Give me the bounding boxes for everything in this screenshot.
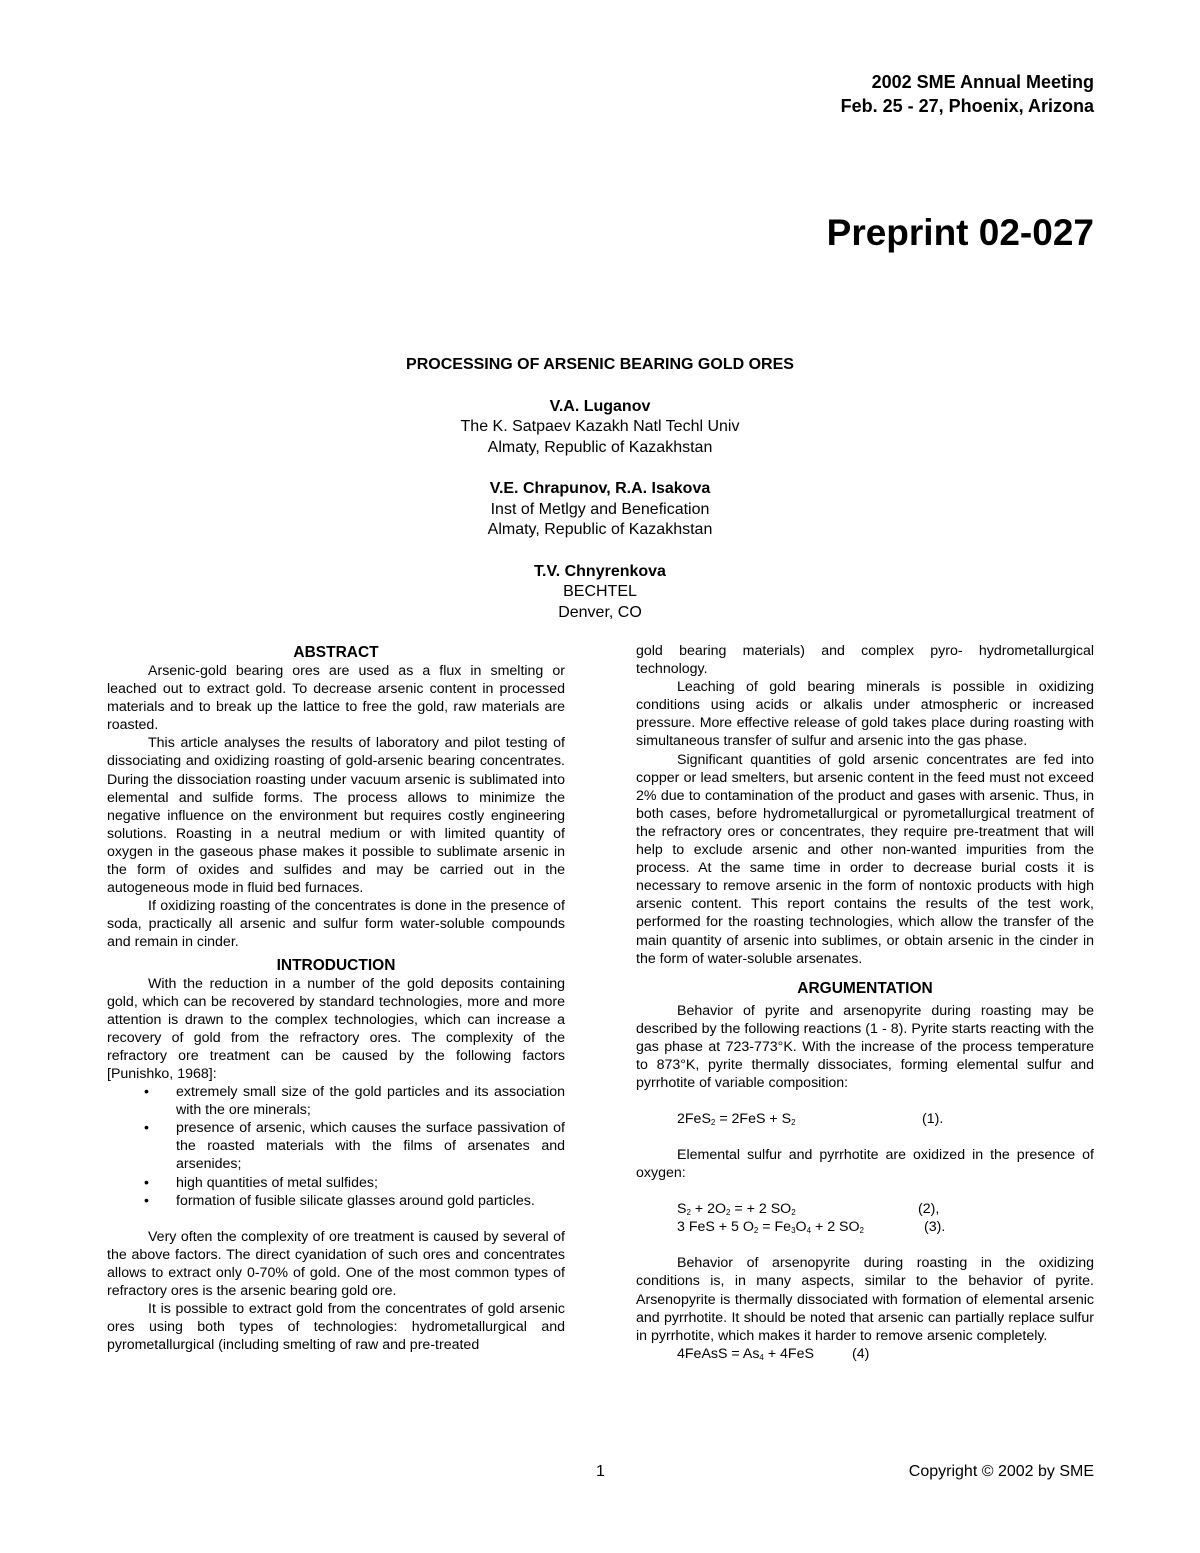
author-affiliation: Inst of Metlgy and Benefication [490, 500, 710, 518]
author-location: Almaty, Republic of Kazakhstan [487, 521, 713, 538]
equation-3: 3 FeS + 5 $O_2 = Fe_3O_4 + 2$ $SO_2$ (3). [677, 1219, 946, 1236]
abstract-paragraph-3: If oxidizing roasting of the concentrates is done in the presence of soda, practically all arsenic and sulfur form water-soluble compounds and remain in cinder. [107, 898, 565, 951]
title-block [0, 355, 1200, 644]
continued-paragraph: gold bearing materials) and complex pyro- hydrometallurgical technology. [636, 643, 1094, 678]
page-number: 1 [596, 1463, 605, 1480]
author-location: Denver, CO [558, 603, 642, 621]
equation-number: (4) [852, 1345, 870, 1362]
bullet-icon: • [144, 1120, 149, 1137]
bullet-icon: • [144, 1192, 149, 1209]
author-names: T.V. Chnyrenkova [534, 562, 666, 580]
author-names: V.A. Luganov [549, 397, 651, 415]
meeting-dates: Feb. 25 - 27, Phoenix, Arizona [840, 96, 1094, 116]
argumentation-heading: ARGUMENTATION [797, 979, 933, 997]
abstract-heading: ABSTRACT [293, 644, 379, 661]
abstract-paragraph-2: This article analyses the results of laboratory and pilot testing of dissociating and oxidizing roasting of gold-arsenic bearing concentrates. During the dissociation roasting under vacuum arsenic is sublimated into elemental and sulfide forms. The process allows to minimize the negative influence on the environment but requires costly engineering solutions. Roasting in a neutral medium or with limited quantity of oxygen in the gaseous phase makes it possible to sublimate arsenic in the form of oxides and sulfides and may be carried out in the autogeneous mode in fluid bed furnaces. [107, 735, 565, 897]
equation-number: (1). [922, 1111, 944, 1128]
right-column [636, 642, 1094, 1363]
paper-title: PROCESSING OF ARSENIC BEARING GOLD ORES [406, 356, 794, 373]
left-column [107, 643, 565, 1354]
equation-4: 4FeAsS = $As_4 + 4FeS$ (4) [677, 1345, 870, 1362]
bullet-icon: • [144, 1084, 149, 1101]
copyright-notice: Copyright © 2002 by SME [908, 1463, 1094, 1480]
author-group-1 [0, 397, 1200, 459]
author-group-3 [0, 562, 1200, 624]
equation-2: $S_2 + 2O_2$ = + 2 $SO_2$ (2), [677, 1201, 940, 1218]
introduction-paragraph-3: It is possible to extract gold from the concentrates of gold arsenic ores using both types of technologies: hydrometallurgical and pyrometallurgical (including smelting of raw and pre-treated [107, 1301, 565, 1354]
author-affiliation: BECHTEL [563, 583, 637, 600]
list-item: • high quantities of metal sulfides; [144, 1174, 378, 1191]
abstract-paragraph-1: Arsenic-gold bearing ores are used as a flux in smelting or leached out to extract gold. To decrease arsenic content in processed materials and to break up the lattice to free the gold, raw materials are roasted. [107, 663, 565, 734]
list-item: • extremely small size of the gold particles and its association with the ore minerals; [144, 1084, 565, 1119]
smelter-paragraph: Significant quantities of gold arsenic concentrates are fed into copper or lead smelters, but arsenic content in the feed must not exceed 2% due to contamination of the product and gases with arsenic. Thus, in both cases, before hydrometallurgical or pyrometallurgical treatment of the refractory ores or concentrates, they require pre-treatment that will help to exclude arsenic and other non-wanted impurities from the process. At the same time in order to decrease burial costs it is necessary to remove arsenic in the form of nontoxic products with high arsenic content. This report contains the results of the test work, performed for the roasting technologies, which allow the transfer of the main quantity of arsenic into sublimes, or obtain arsenic in the cinder in the form of water-soluble arsenates. [636, 751, 1094, 967]
author-location: Almaty, Republic of Kazakhstan [487, 438, 713, 456]
introduction-paragraph-1: With the reduction in a number of the gold deposits containing gold, which can be recovered by standard technologies, more and more attention is drawn to the complex technologies, which can increase a recovery of gold from the refractory ores. The complexity of the refractory ore treatment can be caused by the following factors [Punishko, 1968]: [107, 975, 565, 1082]
factor-list [107, 1083, 565, 1210]
list-item: • presence of arsenic, which causes the surface passivation of the roasted materials with the films of arsenates and arsenides; [144, 1120, 565, 1173]
equation-number: (2), [918, 1201, 940, 1218]
equation-number: (3). [924, 1219, 946, 1236]
argumentation-paragraph-2: Elemental sulfur and pyrrhotite are oxidized in the presence of oxygen: [636, 1147, 1094, 1182]
bullet-icon: • [144, 1174, 149, 1191]
leaching-paragraph: Leaching of gold bearing minerals is possible in oxidizing conditions using acids or alkalis under atmospheric or increased pressure. More effective release of gold takes place during roasting with simultaneous transfer of sulfur and arsenic into the gas phase. [636, 679, 1094, 750]
meeting-name: 2002 SME Annual Meeting [871, 72, 1094, 92]
author-group-2 [0, 479, 1200, 541]
author-affiliation: The K. Satpaev Kazakh Natl Techl Univ [460, 418, 740, 435]
introduction-heading: INTRODUCTION [276, 956, 396, 974]
author-names: V.E. Chrapunov, R.A. Isakova [489, 480, 711, 497]
introduction-paragraph-2: Very often the complexity of ore treatment is caused by several of the above factors. The direct cyanidation of such ores and concentrates allows to extract only 0-70% of gold. One of the most common types of refractory ores is the arsenic bearing gold ore. [107, 1228, 565, 1299]
argumentation-paragraph-3: Behavior of arsenopyrite during roasting in the oxidizing conditions is, in many aspects, similar to the behavior of pyrite. Arsenopyrite is thermally dissociated with formation of elemental arsenic and pyrrhotite. It should be noted that arsenic can partially replace sulfur in pyrrhotite, which makes it harder to remove arsenic completely. [636, 1255, 1094, 1344]
list-item: • formation of fusible silicate glasses around gold particles. [144, 1192, 535, 1209]
preprint-number: Preprint 02-027 [826, 212, 1094, 253]
meeting-info [841, 70, 1094, 118]
argumentation-paragraph-1: Behavior of pyrite and arsenopyrite during roasting may be described by the following reactions (1 - 8). Pyrite starts reacting with the gas phase at 723-773°K. With the increase of the process temperature to 873°K, pyrite thermally dissociates, forming elemental sulfur and pyrrhotite of variable composition: [636, 1002, 1094, 1092]
equation-1: $2FeS_2 = 2FeS + S_2$ (1). [677, 1111, 944, 1128]
